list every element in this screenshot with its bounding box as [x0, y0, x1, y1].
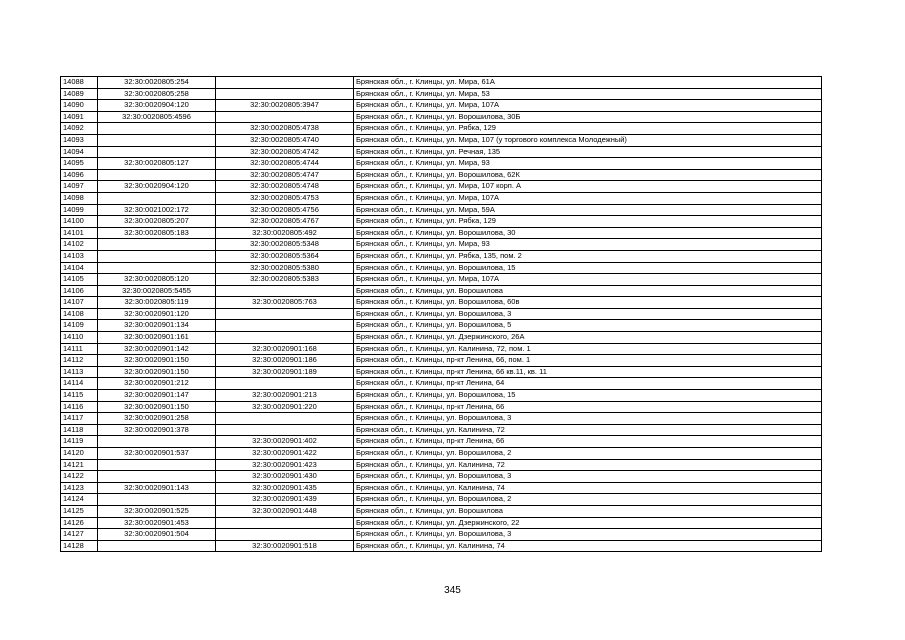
cadastral-number-cell: 32:30:0020901:537 [98, 448, 216, 460]
building-cadastral-number-cell: 32:30:0020805:4756 [216, 204, 354, 216]
cadastral-number-cell: 32:30:0020805:5455 [98, 285, 216, 297]
table-row [61, 390, 822, 402]
cadastral-number-cell: 32:30:0020901:142 [98, 343, 216, 355]
row-number-cell: 14116 [61, 401, 98, 413]
building-cadastral-number-cell: 32:30:0020805:5348 [216, 239, 354, 251]
cadastral-number-cell: 32:30:0020901:212 [98, 378, 216, 390]
table-row [61, 482, 822, 494]
address-cell: Брянская обл., г. Клинцы, пр-кт Ленина, 66 [354, 436, 822, 448]
table-row [61, 436, 822, 448]
building-cadastral-number-cell [216, 332, 354, 344]
table-row [61, 529, 822, 541]
address-cell: Брянская обл., г. Клинцы, ул. Калинина, 72 [354, 459, 822, 471]
building-cadastral-number-cell: 32:30:0020805:5380 [216, 262, 354, 274]
building-cadastral-number-cell: 32:30:0020901:186 [216, 355, 354, 367]
row-number-cell: 14097 [61, 181, 98, 193]
building-cadastral-number-cell: 32:30:0020901:422 [216, 448, 354, 460]
row-number-cell: 14107 [61, 297, 98, 309]
address-cell: Брянская обл., г. Клинцы, ул. Дзержинского, 26А [354, 332, 822, 344]
building-cadastral-number-cell: 32:30:0020901:518 [216, 540, 354, 552]
cadastral-number-cell [98, 540, 216, 552]
building-cadastral-number-cell: 32:30:0020901:448 [216, 505, 354, 517]
table-row [61, 181, 822, 193]
address-cell: Брянская обл., г. Клинцы, пр-кт Ленина, 64 [354, 378, 822, 390]
building-cadastral-number-cell: 32:30:0020901:220 [216, 401, 354, 413]
row-number-cell: 14115 [61, 390, 98, 402]
address-cell: Брянская обл., г. Клинцы, ул. Рябка, 129 [354, 123, 822, 135]
table-row [61, 459, 822, 471]
cadastral-number-cell: 32:30:0020901:525 [98, 505, 216, 517]
table-row [61, 413, 822, 425]
table-row [61, 378, 822, 390]
building-cadastral-number-cell [216, 308, 354, 320]
building-cadastral-number-cell [216, 285, 354, 297]
building-cadastral-number-cell: 32:30:0020805:4767 [216, 216, 354, 228]
cadastral-number-cell: 32:30:0020805:254 [98, 77, 216, 89]
building-cadastral-number-cell: 32:30:0020901:430 [216, 471, 354, 483]
building-cadastral-number-cell: 32:30:0020805:4744 [216, 158, 354, 170]
address-cell: Брянская обл., г. Клинцы, ул. Ворошилова, 2 [354, 448, 822, 460]
cadastral-number-cell [98, 250, 216, 262]
cadastral-number-cell [98, 134, 216, 146]
table-row [61, 494, 822, 506]
page-number: 345 [444, 585, 461, 596]
address-cell: Брянская обл., г. Клинцы, ул. Мира, 107 (у торгового комплекса Молодежный) [354, 134, 822, 146]
address-cell: Брянская обл., г. Клинцы, ул. Калинина, 72 [354, 424, 822, 436]
table-row [61, 239, 822, 251]
address-cell: Брянская обл., г. Клинцы, ул. Ворошилова, 15 [354, 390, 822, 402]
address-cell: Брянская обл., г. Клинцы, ул. Ворошилова, 2 [354, 494, 822, 506]
table-row [61, 227, 822, 239]
address-cell: Брянская обл., г. Клинцы, ул. Ворошилова, 3 [354, 308, 822, 320]
table-row [61, 216, 822, 228]
row-number-cell: 14088 [61, 77, 98, 89]
cadastral-number-cell: 32:30:0020901:147 [98, 390, 216, 402]
building-cadastral-number-cell: 32:30:0020901:189 [216, 366, 354, 378]
table-row [61, 88, 822, 100]
address-cell: Брянская обл., г. Клинцы, ул. Мира, 93 [354, 158, 822, 170]
row-number-cell: 14118 [61, 424, 98, 436]
row-number-cell: 14096 [61, 169, 98, 181]
building-cadastral-number-cell [216, 320, 354, 332]
table-row [61, 262, 822, 274]
table-row [61, 285, 822, 297]
table-row [61, 192, 822, 204]
cadastral-number-cell: 32:30:0020904:120 [98, 181, 216, 193]
row-number-cell: 14113 [61, 366, 98, 378]
row-number-cell: 14128 [61, 540, 98, 552]
building-cadastral-number-cell [216, 378, 354, 390]
cadastral-number-cell: 32:30:0020901:150 [98, 366, 216, 378]
address-cell: Брянская обл., г. Клинцы, пр-кт Ленина, 66 кв.11, кв. 11 [354, 366, 822, 378]
row-number-cell: 14124 [61, 494, 98, 506]
table-row [61, 158, 822, 170]
building-cadastral-number-cell: 32:30:0020901:168 [216, 343, 354, 355]
table-row [61, 77, 822, 89]
address-cell: Брянская обл., г. Клинцы, ул. Ворошилова, 15 [354, 262, 822, 274]
table-row [61, 308, 822, 320]
table-row [61, 123, 822, 135]
row-number-cell: 14099 [61, 204, 98, 216]
cadastral-number-cell: 32:30:0021002:172 [98, 204, 216, 216]
row-number-cell: 14119 [61, 436, 98, 448]
table-row [61, 401, 822, 413]
row-number-cell: 14121 [61, 459, 98, 471]
cadastral-number-cell: 32:30:0020901:150 [98, 355, 216, 367]
address-cell: Брянская обл., г. Клинцы, ул. Мира, 59А [354, 204, 822, 216]
cadastral-number-cell: 32:30:0020904:120 [98, 100, 216, 112]
table-row [61, 274, 822, 286]
address-cell: Брянская обл., г. Клинцы, ул. Мира, 107А [354, 192, 822, 204]
row-number-cell: 14104 [61, 262, 98, 274]
building-cadastral-number-cell: 32:30:0020805:4740 [216, 134, 354, 146]
cadastral-number-cell: 32:30:0020901:143 [98, 482, 216, 494]
building-cadastral-number-cell: 32:30:0020901:435 [216, 482, 354, 494]
table-row [61, 146, 822, 158]
address-cell: Брянская обл., г. Клинцы, ул. Рябка, 129 [354, 216, 822, 228]
cadastral-number-cell [98, 192, 216, 204]
address-cell: Брянская обл., г. Клинцы, ул. Мира, 93 [354, 239, 822, 251]
building-cadastral-number-cell: 32:30:0020805:4753 [216, 192, 354, 204]
address-cell: Брянская обл., г. Клинцы, ул. Ворошилова [354, 285, 822, 297]
address-cell: Брянская обл., г. Клинцы, ул. Речная, 135 [354, 146, 822, 158]
cadastral-number-cell: 32:30:0020805:120 [98, 274, 216, 286]
table-row [61, 320, 822, 332]
row-number-cell: 14112 [61, 355, 98, 367]
address-cell: Брянская обл., г. Клинцы, ул. Мира, 53 [354, 88, 822, 100]
table-row [61, 111, 822, 123]
building-cadastral-number-cell [216, 111, 354, 123]
cadastral-number-cell [98, 146, 216, 158]
address-cell: Брянская обл., г. Клинцы, ул. Рябка, 135, пом. 2 [354, 250, 822, 262]
table-row [61, 250, 822, 262]
cadastral-number-cell: 32:30:0020901:504 [98, 529, 216, 541]
address-cell: Брянская обл., г. Клинцы, ул. Мира, 107 корп. А [354, 181, 822, 193]
row-number-cell: 14094 [61, 146, 98, 158]
row-number-cell: 14109 [61, 320, 98, 332]
address-cell: Брянская обл., г. Клинцы, ул. Ворошилова, 3 [354, 471, 822, 483]
address-cell: Брянская обл., г. Клинцы, ул. Мира, 107А [354, 274, 822, 286]
row-number-cell: 14117 [61, 413, 98, 425]
building-cadastral-number-cell: 32:30:0020901:423 [216, 459, 354, 471]
building-cadastral-number-cell: 32:30:0020805:4742 [216, 146, 354, 158]
row-number-cell: 14092 [61, 123, 98, 135]
address-cell: Брянская обл., г. Клинцы, пр-кт Ленина, 66, пом. 1 [354, 355, 822, 367]
building-cadastral-number-cell: 32:30:0020901:439 [216, 494, 354, 506]
table-row [61, 540, 822, 552]
cadastral-number-cell: 32:30:0020805:4596 [98, 111, 216, 123]
building-cadastral-number-cell: 32:30:0020805:4738 [216, 123, 354, 135]
cadastral-number-cell [98, 471, 216, 483]
row-number-cell: 14090 [61, 100, 98, 112]
row-number-cell: 14127 [61, 529, 98, 541]
table-row [61, 343, 822, 355]
table-row [61, 297, 822, 309]
cadastral-number-cell: 32:30:0020805:207 [98, 216, 216, 228]
address-cell: Брянская обл., г. Клинцы, ул. Ворошилова, 60в [354, 297, 822, 309]
table-row [61, 505, 822, 517]
address-cell: Брянская обл., г. Клинцы, ул. Дзержинского, 22 [354, 517, 822, 529]
building-cadastral-number-cell [216, 88, 354, 100]
cadastral-number-cell: 32:30:0020805:119 [98, 297, 216, 309]
table-row [61, 471, 822, 483]
address-cell: Брянская обл., г. Клинцы, ул. Мира, 61А [354, 77, 822, 89]
table-row [61, 355, 822, 367]
cadastral-number-cell [98, 123, 216, 135]
building-cadastral-number-cell: 32:30:0020805:4748 [216, 181, 354, 193]
table-row [61, 448, 822, 460]
table-row [61, 332, 822, 344]
address-cell: Брянская обл., г. Клинцы, ул. Калинина, 74 [354, 540, 822, 552]
row-number-cell: 14106 [61, 285, 98, 297]
building-cadastral-number-cell: 32:30:0020901:402 [216, 436, 354, 448]
address-cell: Брянская обл., г. Клинцы, пр-кт Ленина, 66 [354, 401, 822, 413]
cadastral-number-cell: 32:30:0020901:453 [98, 517, 216, 529]
cadastral-number-cell: 32:30:0020901:258 [98, 413, 216, 425]
address-cell: Брянская обл., г. Клинцы, ул. Ворошилова, 3 [354, 413, 822, 425]
table-row [61, 366, 822, 378]
row-number-cell: 14108 [61, 308, 98, 320]
address-cell: Брянская обл., г. Клинцы, ул. Калинина, 74 [354, 482, 822, 494]
building-cadastral-number-cell: 32:30:0020805:4747 [216, 169, 354, 181]
row-number-cell: 14095 [61, 158, 98, 170]
row-number-cell: 14101 [61, 227, 98, 239]
building-cadastral-number-cell: 32:30:0020805:5364 [216, 250, 354, 262]
row-number-cell: 14114 [61, 378, 98, 390]
cadastral-number-cell: 32:30:0020901:378 [98, 424, 216, 436]
table-row [61, 100, 822, 112]
row-number-cell: 14093 [61, 134, 98, 146]
address-cell: Брянская обл., г. Клинцы, ул. Мира, 107А [354, 100, 822, 112]
building-cadastral-number-cell [216, 529, 354, 541]
row-number-cell: 14111 [61, 343, 98, 355]
building-cadastral-number-cell: 32:30:0020805:763 [216, 297, 354, 309]
building-cadastral-number-cell: 32:30:0020901:213 [216, 390, 354, 402]
building-cadastral-number-cell [216, 77, 354, 89]
row-number-cell: 14123 [61, 482, 98, 494]
registry-table [60, 76, 822, 552]
building-cadastral-number-cell: 32:30:0020805:492 [216, 227, 354, 239]
row-number-cell: 14110 [61, 332, 98, 344]
building-cadastral-number-cell: 32:30:0020805:3947 [216, 100, 354, 112]
row-number-cell: 14125 [61, 505, 98, 517]
cadastral-number-cell [98, 169, 216, 181]
cadastral-number-cell: 32:30:0020901:161 [98, 332, 216, 344]
row-number-cell: 14089 [61, 88, 98, 100]
row-number-cell: 14122 [61, 471, 98, 483]
row-number-cell: 14120 [61, 448, 98, 460]
cadastral-number-cell: 32:30:0020805:258 [98, 88, 216, 100]
row-number-cell: 14100 [61, 216, 98, 228]
building-cadastral-number-cell [216, 424, 354, 436]
row-number-cell: 14091 [61, 111, 98, 123]
row-number-cell: 14105 [61, 274, 98, 286]
address-cell: Брянская обл., г. Клинцы, ул. Ворошилова, 30Б [354, 111, 822, 123]
address-cell: Брянская обл., г. Клинцы, ул. Калинина, 72, пом. 1 [354, 343, 822, 355]
table-row [61, 517, 822, 529]
row-number-cell: 14126 [61, 517, 98, 529]
address-cell: Брянская обл., г. Клинцы, ул. Ворошилова, 3 [354, 529, 822, 541]
address-cell: Брянская обл., г. Клинцы, ул. Ворошилова [354, 505, 822, 517]
table-row [61, 169, 822, 181]
building-cadastral-number-cell [216, 517, 354, 529]
cadastral-number-cell [98, 494, 216, 506]
cadastral-number-cell: 32:30:0020805:183 [98, 227, 216, 239]
address-cell: Брянская обл., г. Клинцы, ул. Ворошилова, 5 [354, 320, 822, 332]
table-row [61, 204, 822, 216]
cadastral-number-cell [98, 436, 216, 448]
cadastral-number-cell: 32:30:0020901:134 [98, 320, 216, 332]
cadastral-number-cell: 32:30:0020901:150 [98, 401, 216, 413]
cadastral-number-cell: 32:30:0020901:120 [98, 308, 216, 320]
cadastral-number-cell: 32:30:0020805:127 [98, 158, 216, 170]
row-number-cell: 14103 [61, 250, 98, 262]
cadastral-number-cell [98, 239, 216, 251]
address-cell: Брянская обл., г. Клинцы, ул. Ворошилова, 62К [354, 169, 822, 181]
address-cell: Брянская обл., г. Клинцы, ул. Ворошилова, 30 [354, 227, 822, 239]
row-number-cell: 14098 [61, 192, 98, 204]
table-row [61, 134, 822, 146]
cadastral-number-cell [98, 262, 216, 274]
building-cadastral-number-cell [216, 413, 354, 425]
cadastral-number-cell [98, 459, 216, 471]
registry-table-body [61, 77, 822, 552]
building-cadastral-number-cell: 32:30:0020805:5383 [216, 274, 354, 286]
row-number-cell: 14102 [61, 239, 98, 251]
table-row [61, 424, 822, 436]
